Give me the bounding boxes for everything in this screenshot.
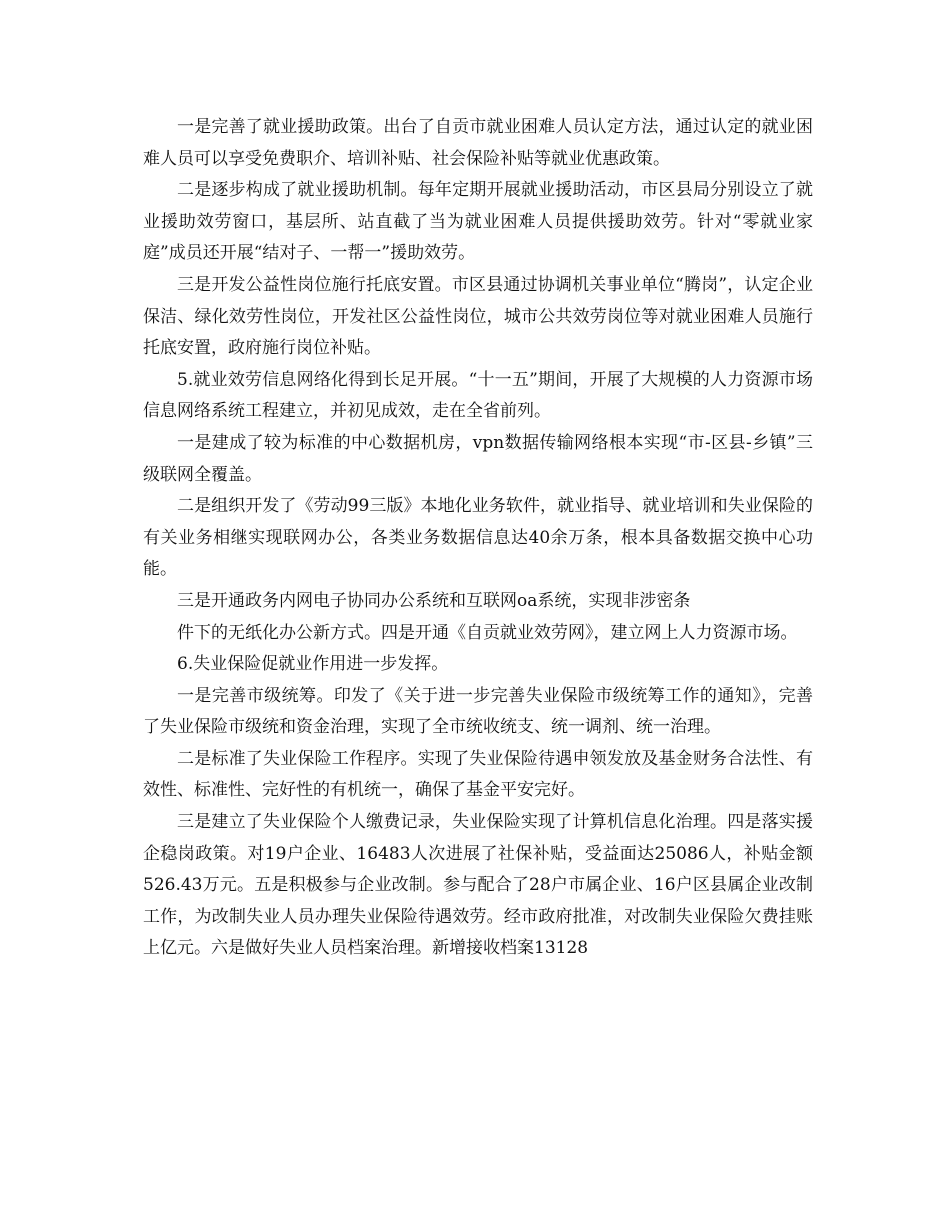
document-body	[143, 112, 813, 965]
paragraph: 一是建成了较为标准的中心数据机房，vpn数据传输网络根本实现“市-区县-乡镇”三级联网全覆盖。	[143, 432, 813, 485]
paragraph: 件下的无纸化办公新方式。四是开通《自贡就业效劳网》，建立网上人力资源市场。	[177, 622, 798, 643]
paragraph: 三是开通政务内网电子协同办公系统和互联网oa系统，实现非涉密条	[177, 590, 691, 611]
paragraph: 三是开发公益性岗位施行托底安置。市区县通过协调机关事业单位“腾岗”，认定企业保洁、绿化效劳性岗位，开发社区公益性岗位，城市公共效劳岗位等对就业困难人员施行托底安置，政府施行岗位补贴。	[143, 274, 813, 359]
paragraph: 二是组织开发了《劳动99三版》本地化业务软件，就业指导、就业培训和失业保险的有关业务相继实现联网办公，各类业务数据信息达40余万条，根本具备数据交换中心功能。	[143, 496, 813, 580]
paragraph: 5.就业效劳信息网络化得到长足开展。“十一五”期间，开展了大规模的人力资源市场信息网络系统工程建立，并初见成效，走在全省前列。	[143, 369, 813, 422]
paragraph: 二是标准了失业保险工作程序。实现了失业保险待遇申领发放及基金财务合法性、有效性、标准性、完好性的有机统一，确保了基金平安完好。	[143, 748, 813, 801]
paragraph: 一是完善了就业援助政策。出台了自贡市就业困难人员认定方法，通过认定的就业困难人员可以享受免费职介、培训补贴、社会保险补贴等就业优惠政策。	[143, 117, 813, 169]
paragraph: 三是建立了失业保险个人缴费记录，失业保险实现了计算机信息化治理。四是落实援企稳岗政策。对19户企业、16483人次进展了社保补贴，受益面达25086人，补贴金额526.43万元。五是积极参与企业改制。参与配合了28户市属企业、16户区县属企业改制工作，为改制失业人员办理失业保险待遇效劳。经市政府批准，对改制失业保险欠费挂账上亿元。六是做好失业人员档案治理。新增接收档案13128	[143, 812, 813, 959]
paragraph: 6.失业保险促就业作用进一步发挥。	[177, 654, 449, 675]
paragraph: 二是逐步构成了就业援助机制。每年定期开展就业援助活动，市区县局分别设立了就业援助效劳窗口，基层所、站直截了当为就业困难人员提供援助效劳。针对“零就业家庭”成员还开展“结对子、一帮一”援助效劳。	[143, 180, 813, 264]
paragraph: 一是完善市级统筹。印发了《关于进一步完善失业保险市级统筹工作的通知》，完善了失业保险市级统和资金治理，实现了全市统收统支、统一调剂、统一治理。	[143, 685, 813, 738]
